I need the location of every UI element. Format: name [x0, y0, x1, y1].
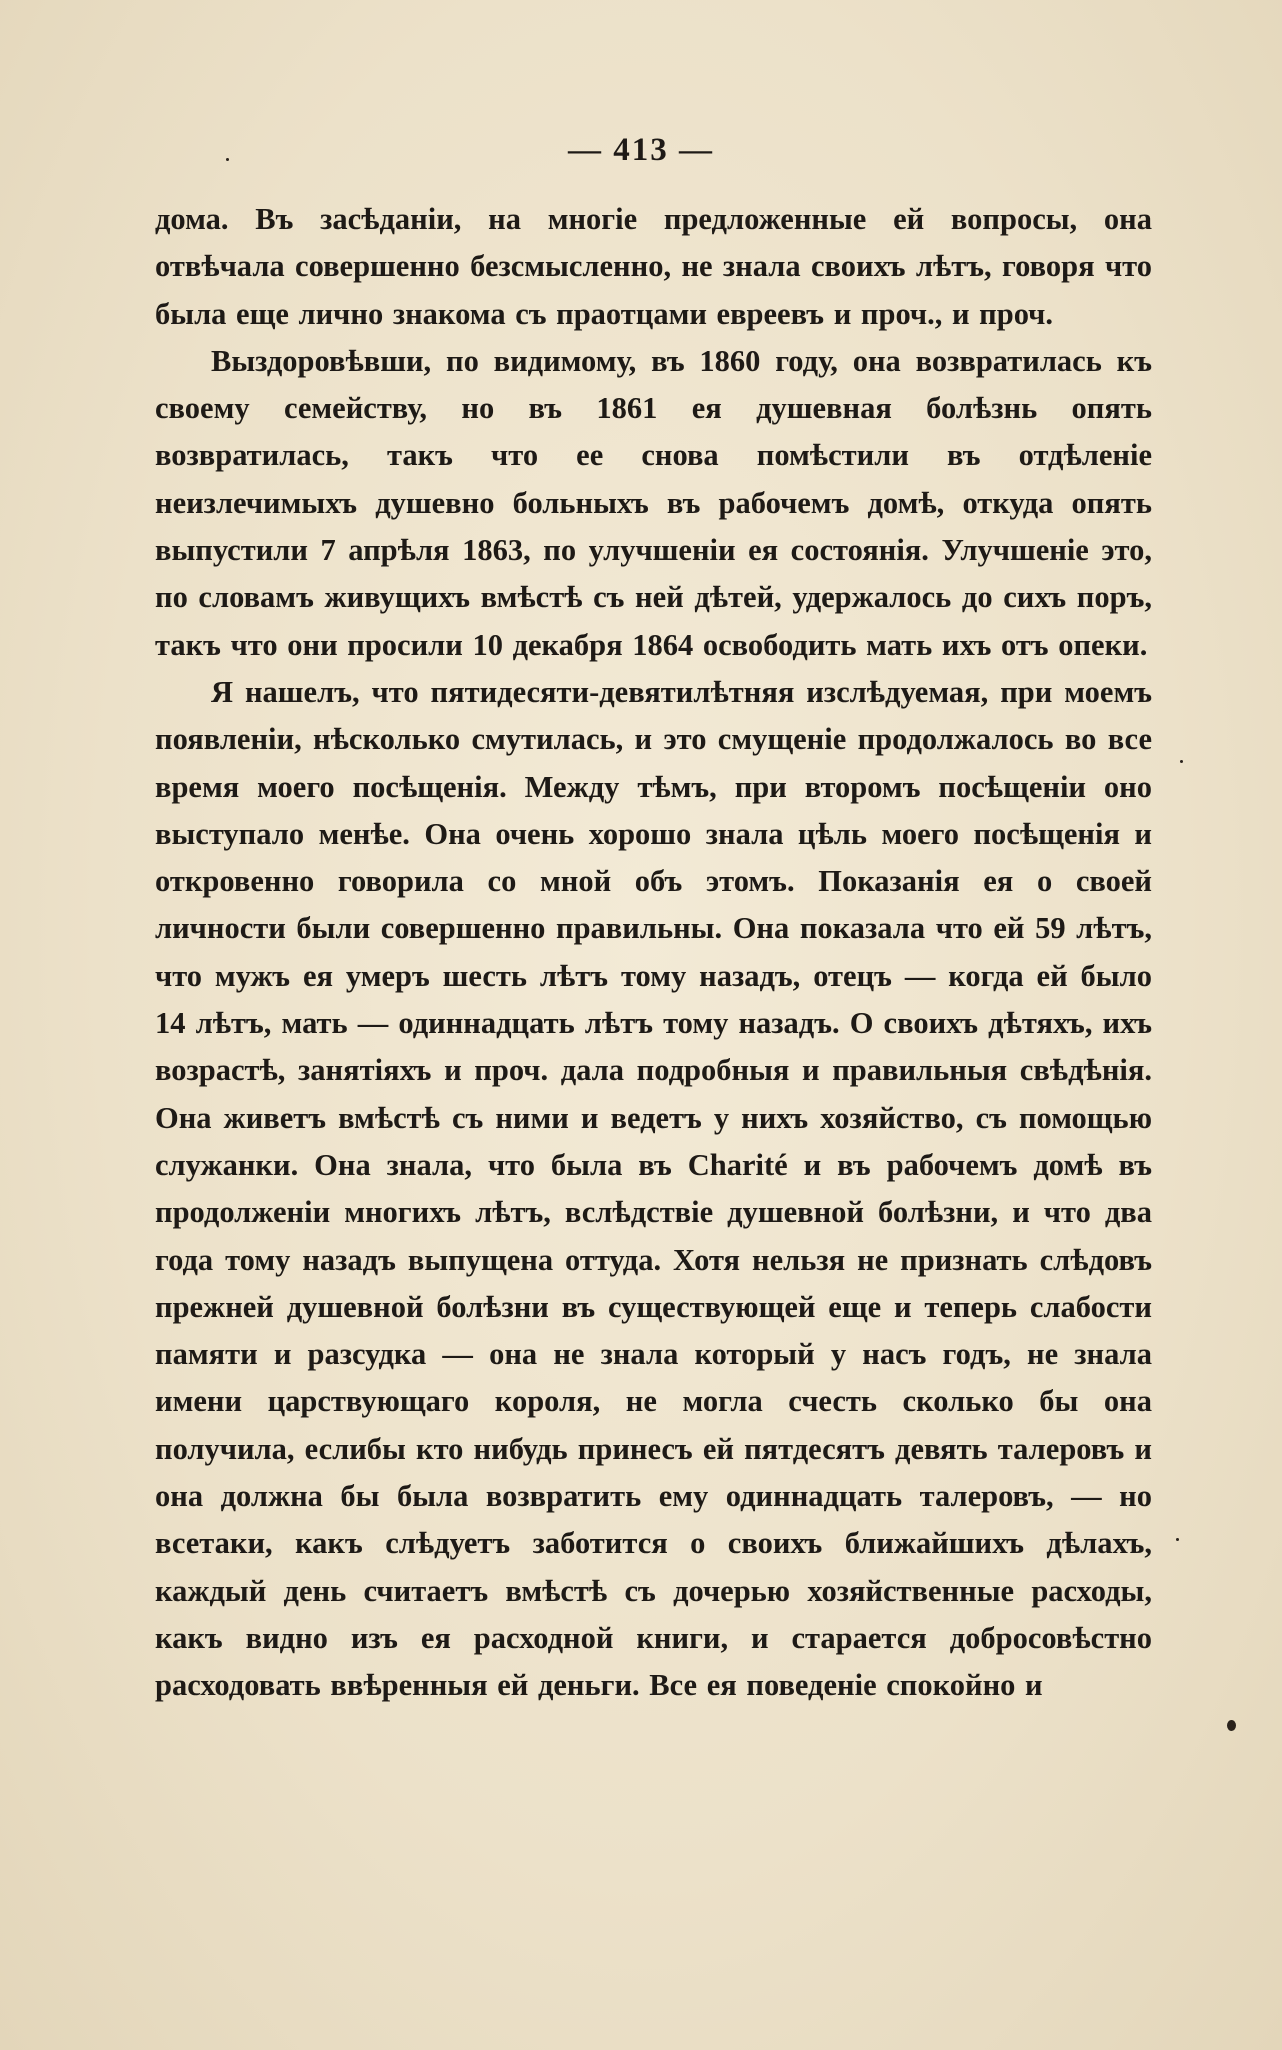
ink-speck	[1180, 760, 1183, 763]
body-text	[155, 196, 1152, 1710]
ink-speck	[1227, 1720, 1236, 1731]
paragraph-2: Выздоровѣвши, по видимому, въ 1860 году, она возвратилась къ своему семейству, но въ 1861 ея душевная болѣзнь опять возвратилась, такъ что ее снова помѣстили въ отдѣленіе неизлечимыхъ душевно больныхъ въ рабочемъ домѣ, откуда опять выпустили 7 апрѣля 1863, по улучшеніи ея состоянія. Улучшеніе это, по словамъ живущихъ вмѣстѣ съ ней дѣтей, удержалось до сихъ поръ, такъ что они просили 10 декабря 1864 освободить мать ихъ отъ опеки.	[155, 343, 1152, 662]
paragraph-3: Я нашелъ, что пятидесяти-девятилѣтняя изслѣдуемая, при моемъ появленіи, нѣсколько смутилась, и это смущеніе продолжалось во все время моего посѣщенія. Между тѣмъ, при второмъ посѣщеніи оно выступало менѣе. Она очень хорошо знала цѣль моего посѣщенія и откровенно говорила со мной объ этомъ. Показанія ея о своей личности были совершенно правильны. Она показала что ей 59 лѣтъ, что мужъ ея умеръ шесть лѣтъ тому назадъ, отецъ — когда ей было 14 лѣтъ, мать — одиннадцать лѣтъ тому назадъ. О своихъ дѣтяхъ, ихъ возрастѣ, занятіяхъ и проч. дала подробныя и правильныя свѣдѣнія. Она живетъ вмѣстѣ съ ними и ведетъ у нихъ хозяйство, съ помощью служанки. Она знала, что была въ Charité и въ рабочемъ домѣ въ продолженіи многихъ лѣтъ, вслѣдствіе душевной болѣзни, и что два года тому назадъ выпущена оттуда. Хотя нельзя не признать слѣдовъ прежней душевной болѣзни въ существующей еще и теперь слабости памяти и разсудка — она не знала который у насъ годъ, не знала имени царствующаго короля, не могла счесть сколько бы она получила, еслибы кто нибудь принесъ ей пятдесятъ девять талеровъ и она должна бы была возвратить ему одиннадцать талеровъ, — но всетаки, какъ слѣдуетъ заботится о своихъ ближайшихъ дѣлахъ, каждый день считаетъ вмѣстѣ съ дочерью хозяйственные расходы, какъ видно изъ ея расходной книги, и старается добросовѣстно расходовать ввѣренныя ей деньги. Все ея поведеніе спокойно и	[155, 674, 1152, 1703]
page-number: — 413 —	[568, 132, 714, 168]
ink-speck	[1176, 1538, 1179, 1541]
paragraph-1: дома. Въ засѣданіи, на многіе предложенные ей вопросы, она отвѣчала совершенно безсмысленно, не знала своихъ лѣтъ, говоря что была еще лично знакома съ праотцами евреевъ и проч., и проч.	[155, 202, 1152, 331]
ink-speck	[226, 158, 229, 161]
